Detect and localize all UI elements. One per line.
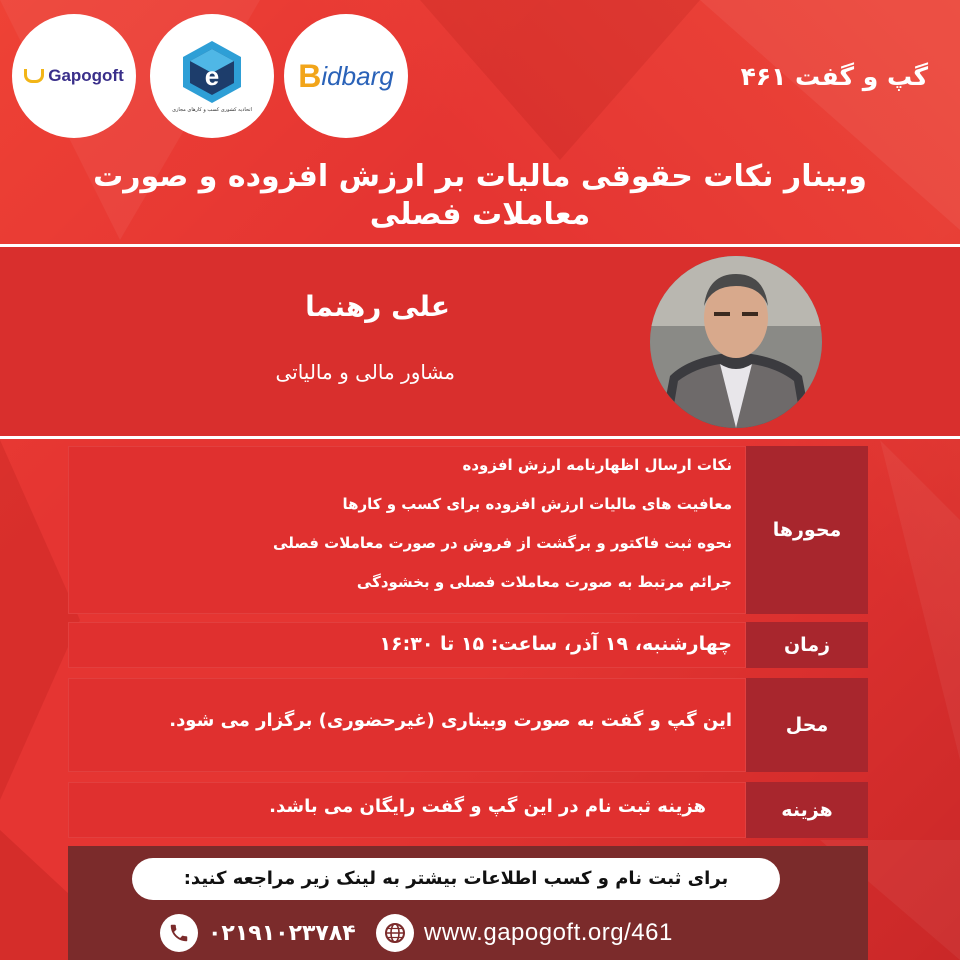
speaker-role: مشاور مالی و مالیاتی bbox=[275, 360, 455, 384]
page-title: وبینار نکات حقوقی مالیات بر ارزش افزوده و صورت معاملات فصلی bbox=[93, 159, 867, 232]
time-label: زمان bbox=[746, 622, 868, 668]
speaker-photo bbox=[650, 256, 822, 428]
topic-item: معافیت های مالیات ارزش افزوده برای کسب و کارها bbox=[342, 495, 732, 513]
session-number: گپ و گفت ۴۶۱ bbox=[740, 62, 928, 91]
topic-item: جرائم مرتبط به صورت معاملات فصلی و بخشودگی bbox=[356, 573, 732, 591]
cost-value: هزینه ثبت نام در این گپ و گفت رایگان می باشد. bbox=[68, 782, 746, 838]
globe-icon bbox=[376, 914, 414, 952]
place-row bbox=[68, 678, 868, 772]
etehadiye-logo-text: اتحادیه کشوری کسب و کارهای مجازی bbox=[172, 107, 252, 113]
topics-row bbox=[68, 446, 868, 614]
phone-icon bbox=[160, 914, 198, 952]
gapogoft-logo-text: Gapogoft bbox=[48, 66, 124, 85]
place-label: محل bbox=[746, 678, 868, 772]
phone-number: ۰۲۱۹۱۰۲۳۷۸۴ bbox=[208, 920, 356, 946]
phone-contact[interactable] bbox=[160, 914, 356, 952]
topics-list bbox=[68, 446, 746, 614]
website-link[interactable] bbox=[376, 914, 673, 952]
topics-label: محورها bbox=[746, 446, 868, 614]
bidbarg-b-icon: B bbox=[298, 57, 322, 94]
divider bbox=[0, 436, 960, 439]
cost-row bbox=[68, 782, 868, 838]
registration-banner: برای ثبت نام و کسب اطلاعات بیشتر به لینک زیر مراجعه کنید: bbox=[132, 858, 780, 900]
cup-icon bbox=[24, 69, 44, 83]
hexagon-e-icon bbox=[179, 39, 245, 105]
etehadiye-logo bbox=[150, 14, 274, 138]
gapogoft-logo bbox=[12, 14, 136, 138]
svg-text:e: e bbox=[204, 61, 220, 91]
topic-item: نکات ارسال اظهارنامه ارزش افزوده bbox=[462, 456, 732, 474]
time-row bbox=[68, 622, 868, 668]
topic-item: نحوه ثبت فاکتور و برگشت از فروش در صورت معاملات فصلی bbox=[273, 534, 732, 552]
bidbarg-logo bbox=[284, 14, 408, 138]
cost-label: هزینه bbox=[746, 782, 868, 838]
speaker-name: علی رهنما bbox=[305, 290, 450, 323]
website-url: www.gapogoft.org/461 bbox=[424, 919, 673, 946]
time-value: چهارشنبه، ۱۹ آذر، ساعت: ۱۵ تا ۱۶:۳۰ bbox=[68, 622, 746, 668]
bidbarg-logo-text: idbarg bbox=[321, 60, 394, 91]
place-value: این گپ و گفت به صورت وبیناری (غیرحضوری) برگزار می شود. bbox=[68, 678, 746, 772]
